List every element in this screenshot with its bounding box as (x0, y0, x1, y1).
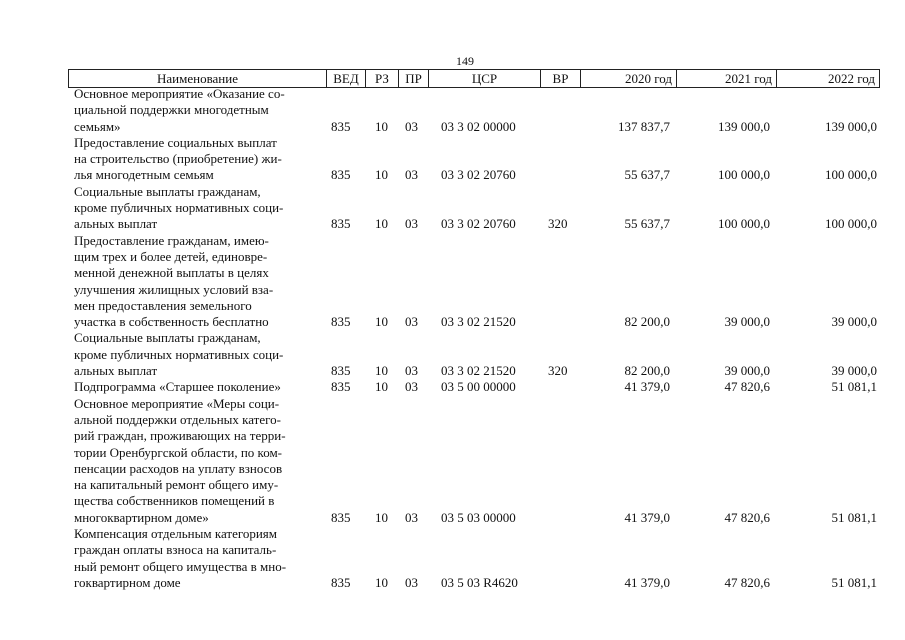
row-name-line: семьям» (74, 118, 121, 134)
cell-2022: 51 081,1 (831, 574, 877, 590)
cell-2022: 39 000,0 (831, 314, 877, 330)
cell-2020: 55 637,7 (624, 216, 670, 232)
cell-ved: 835 (331, 118, 351, 134)
cell-csr: 03 3 02 21520 (441, 363, 516, 379)
cell-vr: 320 (548, 363, 568, 379)
cell-2021: 100 000,0 (718, 216, 770, 232)
cell-2020: 82 200,0 (624, 363, 670, 379)
row-name-line: альных выплат (74, 216, 158, 232)
cell-ved: 835 (331, 574, 351, 590)
cell-pr: 03 (405, 167, 418, 183)
cell-ved: 835 (331, 379, 351, 395)
row-name-line: гоквартирном доме (74, 574, 181, 590)
row-name-line: менной денежной выплаты в целях (74, 265, 269, 281)
header-ved: ВЕД (326, 70, 365, 87)
row-name-line: ный ремонт общего имущества в мно- (74, 558, 287, 574)
row-name-line: на строительство (приобретение) жи- (74, 151, 282, 167)
cell-2021: 47 820,6 (724, 379, 770, 395)
cell-rz: 10 (375, 363, 388, 379)
header-2020: 2020 год (580, 70, 676, 87)
cell-pr: 03 (405, 574, 418, 590)
row-name-line: Предоставление гражданам, имею- (74, 232, 269, 248)
cell-ved: 835 (331, 509, 351, 525)
cell-pr: 03 (405, 216, 418, 232)
table-row (0, 135, 905, 184)
cell-csr: 03 3 02 00000 (441, 118, 516, 134)
cell-2021: 39 000,0 (724, 363, 770, 379)
cell-2022: 39 000,0 (831, 363, 877, 379)
cell-2021: 47 820,6 (724, 509, 770, 525)
row-name-line: улучшения жилищных условий взa- (74, 281, 274, 297)
row-name (74, 184, 319, 233)
row-name-line: щества собственников помещений в (74, 493, 275, 509)
cell-pr: 03 (405, 118, 418, 134)
cell-rz: 10 (375, 216, 388, 232)
cell-2021: 100 000,0 (718, 167, 770, 183)
row-name-line: на капитальный ремонт общего иму- (74, 477, 279, 493)
row-name-line: Социальные выплаты гражданам, (74, 330, 261, 346)
header-2021: 2021 год (676, 70, 776, 87)
cell-2022: 51 081,1 (831, 379, 877, 395)
table-row (0, 184, 905, 233)
cell-2022: 51 081,1 (831, 509, 877, 525)
cell-rz: 10 (375, 118, 388, 134)
cell-2021: 47 820,6 (724, 574, 770, 590)
cell-pr: 03 (405, 509, 418, 525)
header-2022: 2022 год (776, 70, 880, 87)
cell-2020: 41 379,0 (624, 509, 670, 525)
cell-rz: 10 (375, 574, 388, 590)
cell-ved: 835 (331, 314, 351, 330)
table-row (0, 86, 905, 135)
cell-2020: 82 200,0 (624, 314, 670, 330)
cell-rz: 10 (375, 167, 388, 183)
cell-2020: 41 379,0 (624, 379, 670, 395)
row-name-line: Предоставление социальных выплат (74, 134, 277, 150)
row-name-line: граждан оплаты взноса на капиталь- (74, 542, 277, 558)
page-number: 149 (456, 54, 474, 68)
table-body (0, 86, 905, 591)
cell-csr: 03 3 02 20760 (441, 216, 516, 232)
table-row (0, 379, 905, 395)
row-name (74, 86, 319, 135)
row-name-line: тории Оренбургской области, по ком- (74, 444, 282, 460)
cell-rz: 10 (375, 379, 388, 395)
row-name-line: многоквартирном доме» (74, 509, 209, 525)
row-name (74, 526, 319, 591)
row-name-line: рий граждан, проживающих на терри- (74, 428, 286, 444)
cell-2021: 139 000,0 (718, 118, 770, 134)
row-name-line: Основное мероприятие «Меры соци- (74, 395, 280, 411)
header-name: Наименование (68, 70, 326, 87)
cell-pr: 03 (405, 314, 418, 330)
row-name-line: мен предоставления земельного (74, 297, 252, 313)
row-name (74, 135, 319, 184)
cell-csr: 03 5 03 00000 (441, 509, 516, 525)
cell-2022: 100 000,0 (825, 216, 877, 232)
table-row (0, 526, 905, 591)
row-name-line: пенсации расходов на уплату взносов (74, 460, 283, 476)
row-name-line: Основное мероприятие «Оказание со- (74, 86, 285, 101)
row-name-line: кроме публичных нормативных соци- (74, 200, 284, 216)
cell-rz: 10 (375, 314, 388, 330)
cell-pr: 03 (405, 379, 418, 395)
cell-2020: 137 837,7 (618, 118, 670, 134)
cell-2022: 100 000,0 (825, 167, 877, 183)
cell-vr: 320 (548, 216, 568, 232)
row-name-line: щим трех и более детей, единовре- (74, 248, 268, 264)
header-pr: ПР (398, 70, 428, 87)
row-name-line: лья многодетным семьям (74, 167, 214, 183)
header-vr: ВР (540, 70, 580, 87)
row-name (74, 330, 319, 379)
cell-2020: 41 379,0 (624, 574, 670, 590)
header-csr: ЦСР (428, 70, 540, 87)
row-name (74, 396, 319, 526)
row-name-line: Социальные выплаты гражданам, (74, 183, 261, 199)
row-name (74, 233, 319, 331)
header-rz: РЗ (365, 70, 398, 87)
cell-ved: 835 (331, 363, 351, 379)
row-name-line: альной поддержки отдельных катего- (74, 411, 281, 427)
cell-2022: 139 000,0 (825, 118, 877, 134)
cell-csr: 03 5 03 R4620 (441, 574, 518, 590)
cell-pr: 03 (405, 363, 418, 379)
cell-csr: 03 5 00 00000 (441, 379, 516, 395)
row-name (74, 379, 319, 395)
cell-2020: 55 637,7 (624, 167, 670, 183)
cell-rz: 10 (375, 509, 388, 525)
row-name-line: Подпрограмма «Старшее поколение» (74, 379, 281, 395)
table-row (0, 233, 905, 331)
cell-csr: 03 3 02 20760 (441, 167, 516, 183)
row-name-line: альных выплат (74, 363, 158, 379)
row-name-line: участка в собственность бесплатно (74, 314, 269, 330)
row-name-line: кроме публичных нормативных соци- (74, 346, 284, 362)
table-row (0, 396, 905, 526)
cell-csr: 03 3 02 21520 (441, 314, 516, 330)
row-name-line: циальной поддержки многодетным (74, 102, 269, 118)
row-name-line: Компенсация отдельным категориям (74, 526, 278, 542)
table-row (0, 330, 905, 379)
cell-ved: 835 (331, 216, 351, 232)
cell-2021: 39 000,0 (724, 314, 770, 330)
cell-ved: 835 (331, 167, 351, 183)
